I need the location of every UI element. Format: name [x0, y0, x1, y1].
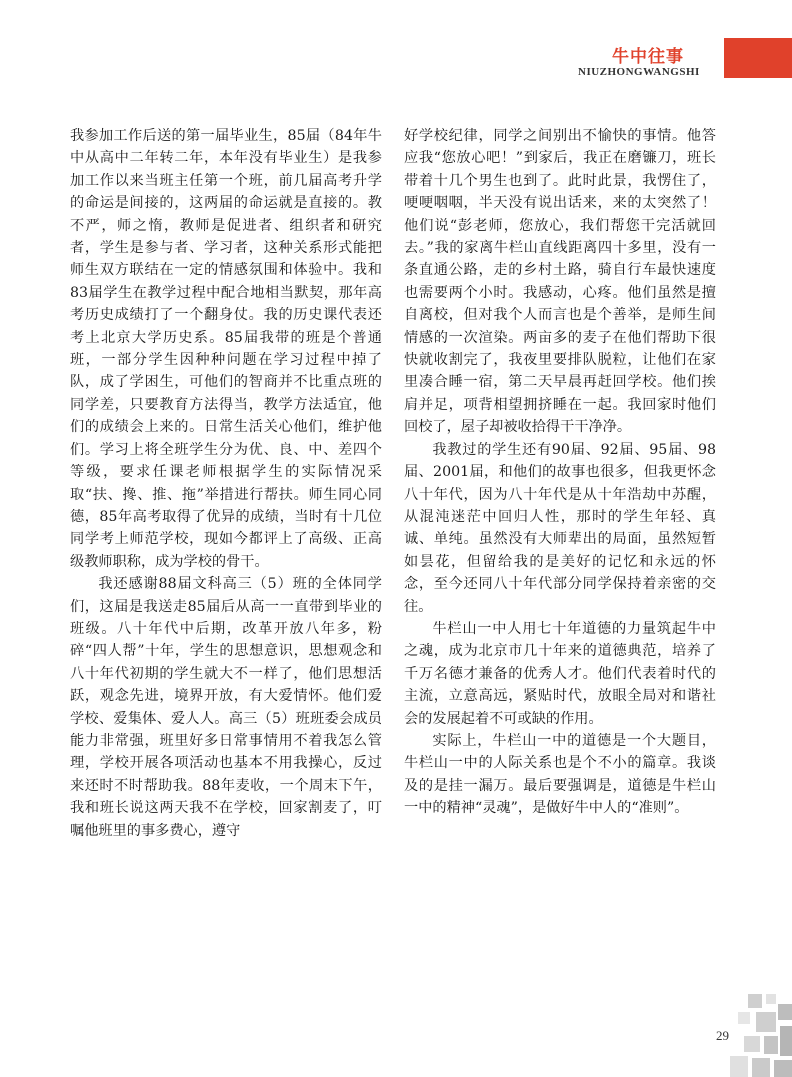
deco-square	[752, 1058, 770, 1077]
paragraph: 我还感谢88届文科高三（5）班的全体同学们，这届是我送走85届后从高一一直带到毕业的班级。八十年代中后期，改革开放八年多，粉碎“四人帮”十年，学生的思想意识，思想观念和八十年代初期的学生就大不一样了，他们思想活跃，观念先进，境界开放，有大爱情怀。他们爱学校、爱集体、爱人人。高三（5）班班委会成员能力非常强，班里好多日常事情用不着我怎么管理，学校开展各项活动也基本不用我操心，反过来还时不时帮助我。88年麦收，一个周末下午，我和班长说这两天我不在学校，回家割麦了，叮嘱他班里的事多费心，遵守	[70, 576, 382, 839]
deco-square	[778, 1004, 792, 1020]
left-column	[70, 125, 382, 842]
paragraph: 我教过的学生还有90届、92届、95届、98届、2001届，和他们的故事也很多，但我更怀念八十年代，因为八十年代是从十年浩劫中苏醒，从混沌迷茫中回归人性，那时的学生年轻、真诚、单纯。虽然没有大师辈出的局面，虽然短暂如昙花，但留给我的是美好的记忆和永远的怀念，至今还同八十年代部分同学保持着亲密的交往。	[404, 441, 716, 615]
deco-square	[766, 994, 776, 1004]
deco-square	[756, 1012, 776, 1032]
deco-square	[774, 1060, 792, 1077]
header-accent-bar	[724, 38, 792, 78]
section-title: 牛中往事	[612, 47, 684, 67]
deco-square	[744, 1036, 760, 1052]
paragraph: 好学校纪律，同学之间别出不愉快的事情。他答应我“您放心吧！”到家后，我正在磨镰刀，班长带着十几个男生也到了。此时此景，我愣住了，哽哽咽咽，半天没有说出话来，来的太突然了！他们说“彭老师，您放心，我们帮您干完活就回去。”我的家离牛栏山直线距离四十多里，没有一条直通公路，走的乡村土路，骑自行车最快速度也需要两个小时。我感动，心疼。他们虽然是擅自离校，但对我个人而言也是个善举，是师生间情感的一次渲染。两亩多的麦子在他们帮助下很快就收割完了，我夜里要排队脱粒，让他们在家里凑合睡一宿，第二天早晨再赶回学校。他们挨肩并足，项背相望拥挤睡在一起。我回家时他们回校了，屋子却被收拾得干干净净。	[404, 128, 716, 436]
paragraph: 牛栏山一中人用七十年道德的力量筑起牛中之魂，成为北京市几十年来的道德典范，培养了千万名德才兼备的优秀人才。他们代表着时代的主流，立意高远，紧贴时代，放眼全局对和谐社会的发展起着不可或缺的作用。	[404, 620, 716, 727]
page-number: 29	[716, 1028, 729, 1043]
paragraph: 实际上，牛栏山一中的道德是一个大题目，牛栏山一中的人际关系也是个不小的篇章。我谈及的是挂一漏万。最后要强调是，道德是牛栏山一中的精神“灵魂”，是做好牛中人的“准则”。	[404, 732, 716, 817]
paragraph: 我参加工作后送的第一届毕业生，85届（84年牛中从高中二年转二年，本年没有毕业生）是我参加工作以来当班主任第一个班，前几届高考升学的命运是间接的，这两届的命运就是直接的。教不严，师之惰，教师是促进者、组织者和研究者，学生是参与者、学习者，这种关系形式能把师生双方联结在一定的情感氛围和体验中。我和83届学生在教学过程中配合地相当默契，那年高考历史成绩打了一个翻身仗。我的历史课代表还考上北京大学历史系。85届我带的班是个普通班，一部分学生因种种问题在学习过程中掉了队，成了学困生，可他们的智商并不比重点班的同学差，只要教育方法得当，教学方法适宜，他们的成绩会上来的。日常生活关心他们，维护他们。学习上将全班学生分为优、良、中、差四个等级，要求任课老师根据学生的实际情况采取“扶、搀、推、拖”举措进行帮扶。师生同心同德，85年高考取得了优异的成绩，当时有十几位同学考上师范学校，现如今都评上了高级、正高级教师职称，成为学校的骨干。	[70, 128, 382, 570]
deco-square	[738, 1012, 750, 1024]
deco-square	[764, 1036, 778, 1054]
section-subtitle: NIUZHONGWANGSHI	[578, 66, 700, 78]
deco-square	[780, 1026, 792, 1056]
deco-square	[730, 1056, 748, 1077]
right-column	[404, 125, 716, 820]
deco-square	[748, 994, 762, 1008]
